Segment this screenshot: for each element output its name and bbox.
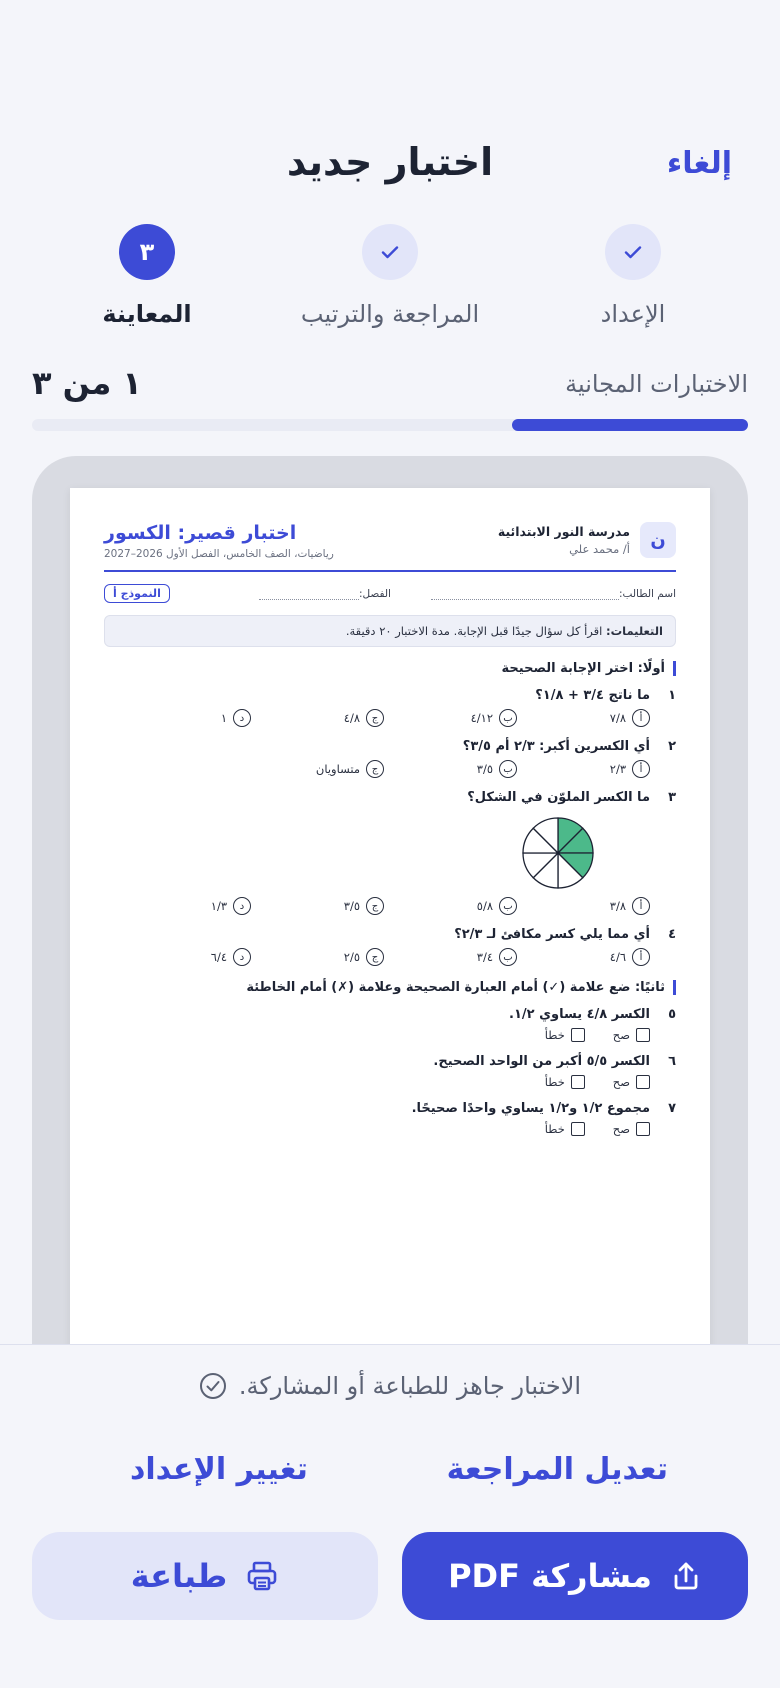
option: أ ٧/٨ (517, 709, 650, 727)
question-number: ١ (668, 688, 676, 703)
student-name-line (431, 588, 619, 600)
step-setup[interactable] (518, 224, 748, 328)
class-label: الفصل: (358, 587, 391, 600)
question-text: أي مما يلي كسر مكافئ لـ ٢/٣؟ (454, 927, 650, 942)
question-text: ما الكسر الملوّن في الشكل؟ (467, 790, 650, 805)
ready-status (0, 1372, 780, 1400)
option: ب ٥/٨ (384, 897, 517, 915)
quota-progress-fill (512, 419, 748, 431)
header-divider (104, 570, 676, 572)
option: ج ٤/٨ (251, 709, 384, 727)
print-label: طباعة (130, 1557, 228, 1595)
instructions-label: التعليمات: (605, 624, 663, 638)
section-title: أولًا: اختر الإجابة الصحيحة (104, 661, 676, 676)
student-name-label: اسم الطالب: (618, 587, 676, 600)
option: أ ٣/٨ (517, 897, 650, 915)
printer-icon (245, 1559, 279, 1593)
option: ب ٤/١٢ (384, 709, 517, 727)
check-circle-icon (199, 1372, 227, 1400)
class-line (259, 588, 359, 600)
question-text: أي الكسرين أكبر: ٢/٣ أم ٣/٥؟ (462, 739, 650, 754)
check-icon (362, 224, 418, 280)
option: د ١ (118, 709, 251, 727)
checkbox-icon (636, 1122, 650, 1136)
fraction-pie-figure (520, 815, 596, 891)
step-review[interactable] (275, 224, 505, 328)
step-preview (32, 224, 262, 328)
true-option: صح (613, 1028, 650, 1042)
instructions-box (104, 615, 676, 647)
check-icon (605, 224, 661, 280)
checkbox-icon (571, 1028, 585, 1042)
instructions-text: اقرأ كل سؤال جيدًا قبل الإجابة. مدة الاختبار ٢٠ دقيقة. (345, 624, 603, 638)
false-option: خطأ (545, 1075, 585, 1089)
question-text: مجموع ١/٢ و١/٢ يساوي واحدًا صحيحًا. (411, 1101, 650, 1116)
question-item (104, 927, 676, 966)
step-label: المعاينة (102, 300, 192, 328)
option: د ٦/٤ (118, 948, 251, 966)
question-text: الكسر ٥/٥ أكبر من الواحد الصحيح. (433, 1054, 650, 1069)
option: ب ٣/٤ (384, 948, 517, 966)
share-pdf-label: مشاركة PDF (448, 1557, 652, 1595)
school-logo: ن (640, 522, 676, 558)
option: أ ٢/٣ (517, 760, 650, 778)
question-number: ٣ (668, 790, 676, 805)
true-false-item (104, 1007, 676, 1042)
checkbox-icon (636, 1028, 650, 1042)
free-quota-label: الاختبارات المجانية (565, 370, 748, 398)
ready-text: الاختبار جاهز للطباعة أو المشاركة. (238, 1372, 582, 1400)
checkbox-icon (571, 1122, 585, 1136)
checkbox-icon (571, 1075, 585, 1089)
teacher-name: أ/ محمد علي (569, 542, 630, 556)
option: ج ٢/٥ (251, 948, 384, 966)
question-item (104, 739, 676, 778)
share-pdf-button[interactable] (402, 1532, 748, 1620)
free-quota-count: ١ من ٣ (32, 364, 142, 402)
question-text: الكسر ٤/٨ يساوي ١/٢. (509, 1007, 650, 1022)
option: ج متساويان (251, 760, 384, 778)
quiz-subtitle: رياضيات، الصف الخامس، الفصل الأول 2026–2027 (104, 548, 334, 560)
option: أ ٤/٦ (517, 948, 650, 966)
student-fields (104, 584, 676, 603)
question-number: ٤ (668, 927, 676, 942)
share-icon (670, 1560, 702, 1592)
page-title: اختبار جديد (286, 140, 494, 184)
step-number-badge: ٣ (119, 224, 175, 280)
false-option: خطأ (545, 1028, 585, 1042)
true-option: صح (613, 1122, 650, 1136)
print-button[interactable] (32, 1532, 378, 1620)
change-setup-button[interactable]: تغيير الإعداد (130, 1452, 308, 1487)
option: ب ٣/٥ (384, 760, 517, 778)
school-name: مدرسة النور الابتدائية (497, 524, 630, 539)
cancel-button[interactable]: إلغاء (666, 146, 732, 181)
step-label: الإعداد (600, 300, 666, 328)
option: د ١/٣ (118, 897, 251, 915)
model-badge: النموذج أ (104, 584, 170, 603)
false-option: خطأ (545, 1122, 585, 1136)
section-title: ثانيًا: ضع علامة (✓) أمام العبارة الصحيحة وعلامة (✗) أمام الخاطئة (104, 980, 676, 995)
question-number: ٧ (668, 1101, 676, 1116)
quota-progress-bar (32, 419, 748, 431)
question-item (104, 688, 676, 727)
question-text: ما ناتج ٣/٤ + ١/٨؟ (535, 688, 650, 703)
question-number: ٢ (668, 739, 676, 754)
option: ج ٣/٥ (251, 897, 384, 915)
question-number: ٥ (668, 1007, 676, 1022)
true-false-item (104, 1054, 676, 1089)
true-option: صح (613, 1075, 650, 1089)
edit-review-button[interactable]: تعديل المراجعة (446, 1452, 668, 1487)
true-false-item (104, 1101, 676, 1136)
checkbox-icon (636, 1075, 650, 1089)
step-label: المراجعة والترتيب (300, 300, 480, 328)
question-item (104, 790, 676, 915)
quiz-title: اختبار قصير: الكسور (104, 522, 297, 544)
question-number: ٦ (668, 1054, 676, 1069)
